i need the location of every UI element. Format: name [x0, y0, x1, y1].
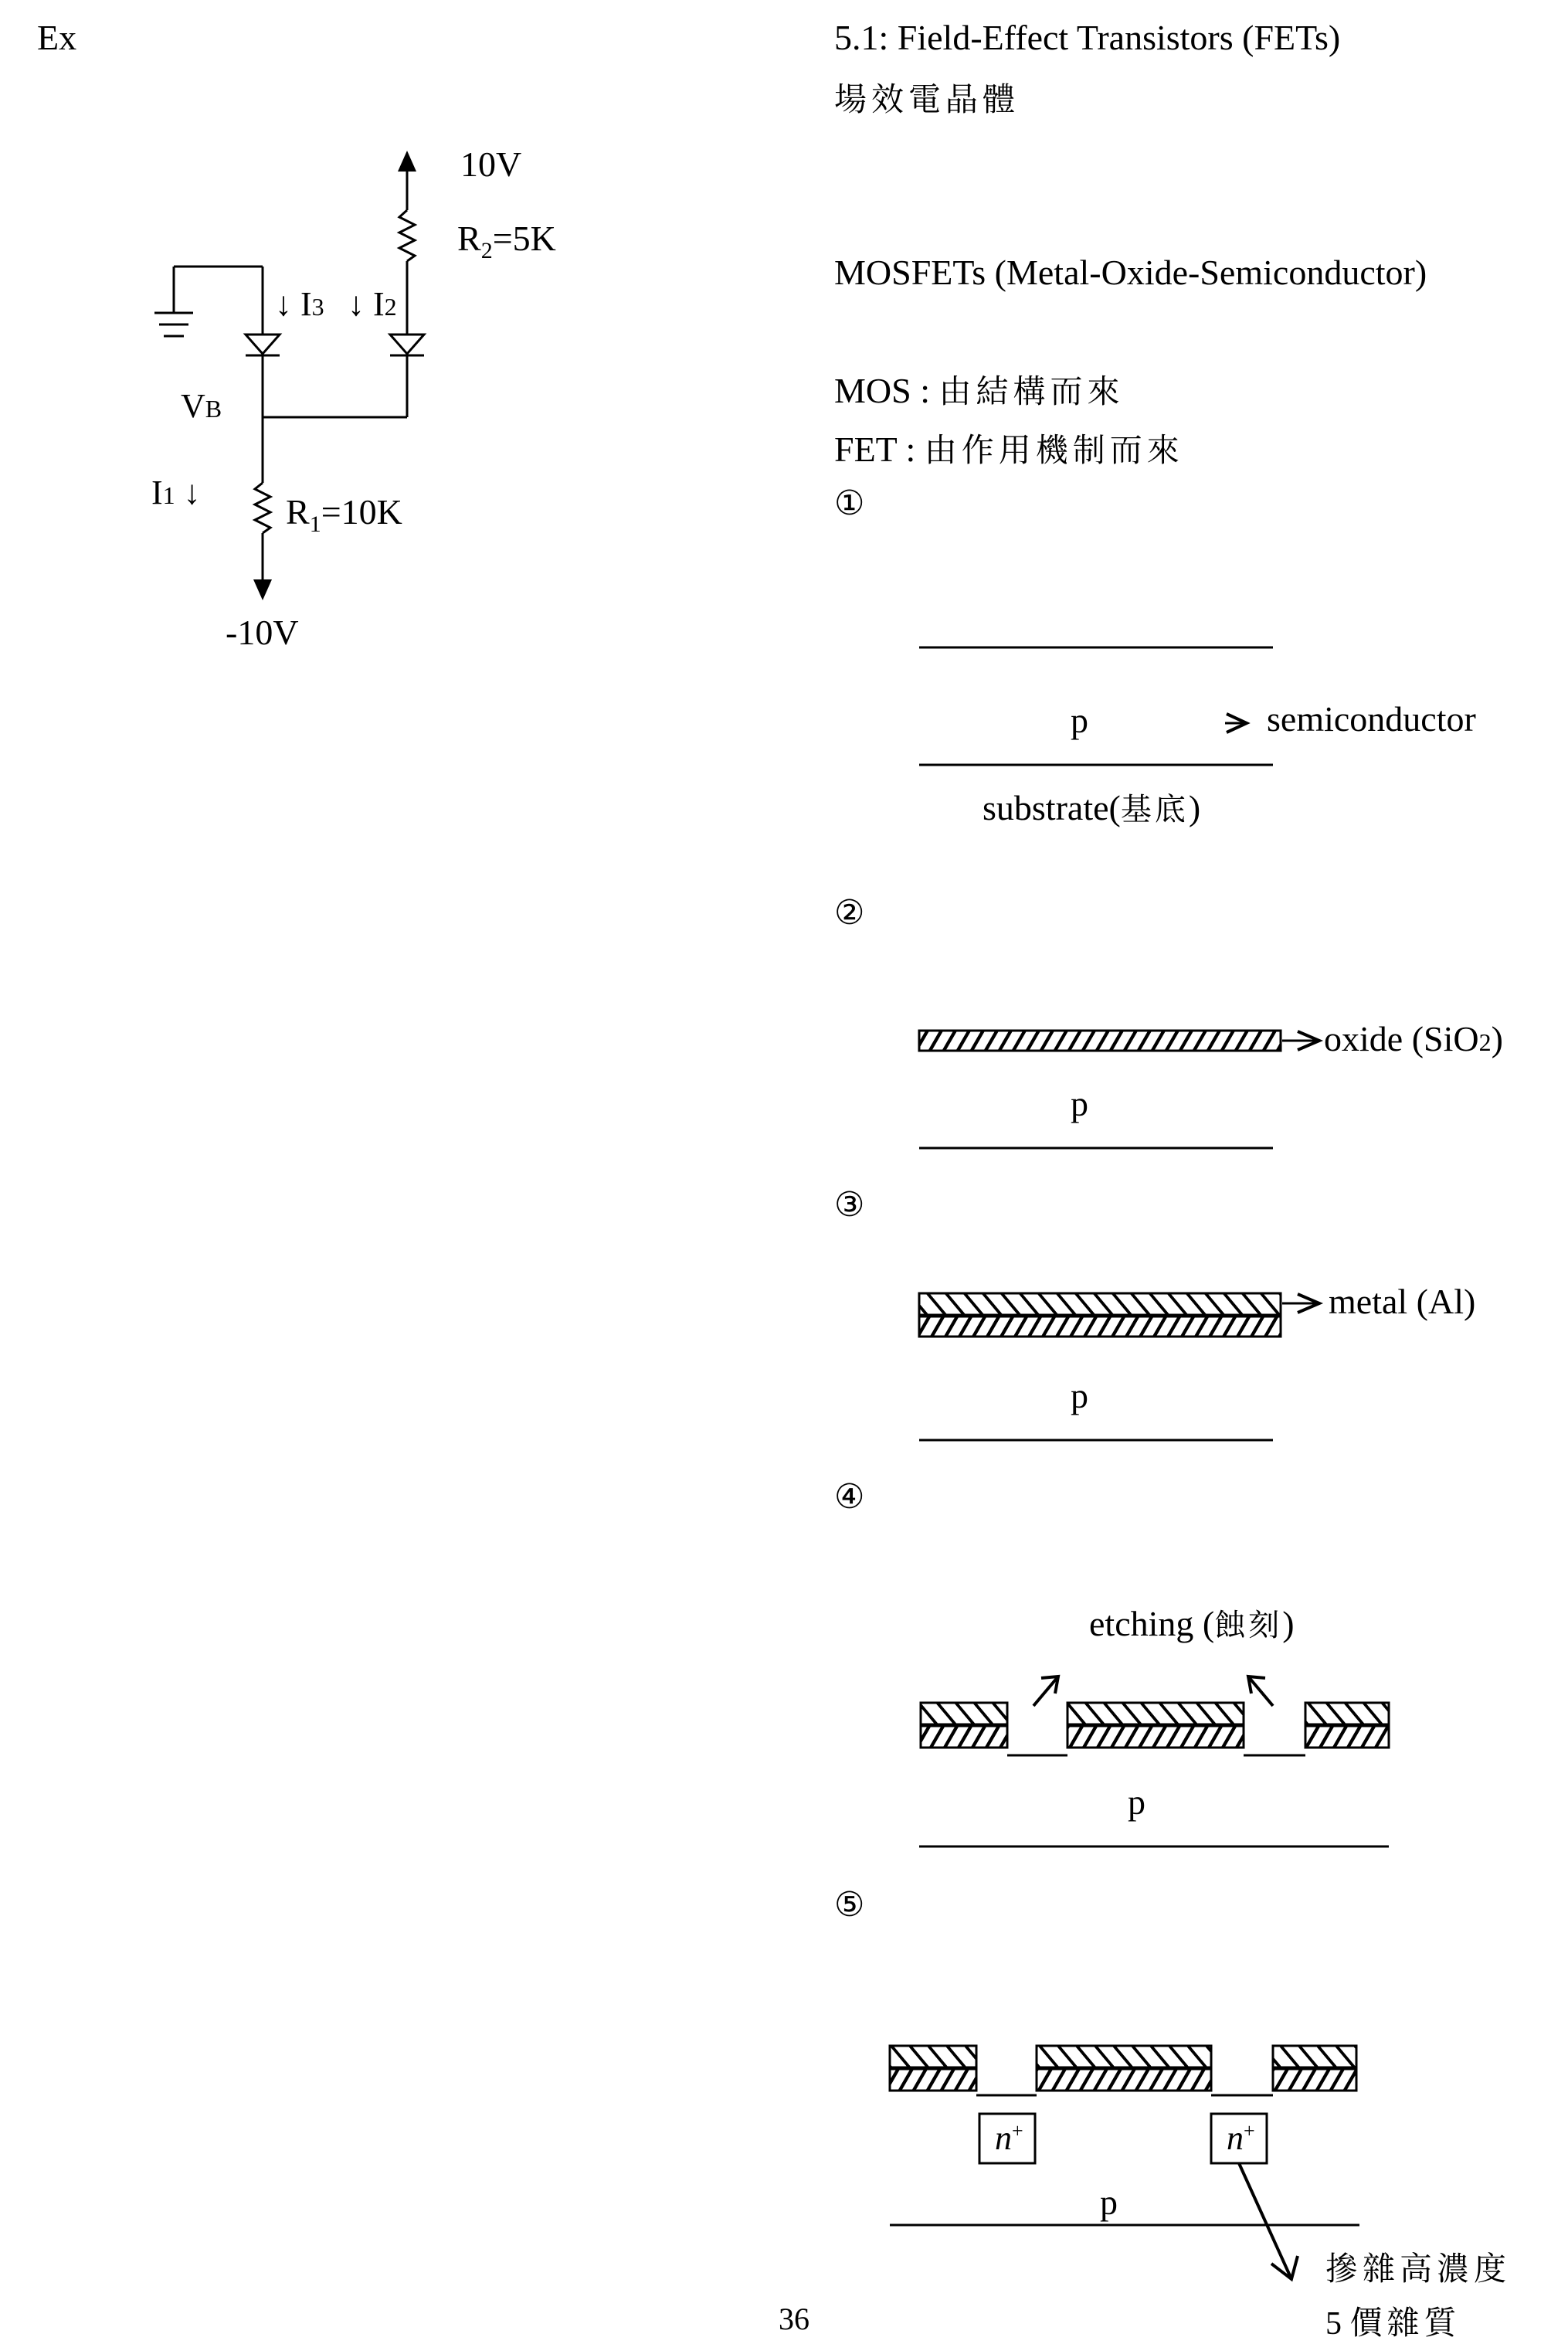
n-plus-label-left: n+ — [995, 2119, 1023, 2157]
doping-arrow-icon — [1239, 2163, 1298, 2279]
gate-stack-center — [1037, 2046, 1211, 2091]
arrow-icon — [1282, 1031, 1319, 1050]
supply-negative-label: -10V — [226, 613, 299, 652]
n-plus-label-right: n+ — [1227, 2119, 1255, 2157]
etched-stack-left — [921, 1703, 1007, 1748]
mosfet-line: MOSFETs (Metal-Oxide-Semiconductor) — [834, 253, 1427, 292]
i3-label: ↓ I3 — [275, 285, 324, 323]
i2-label: ↓ I2 — [348, 285, 397, 323]
arrow-icon — [1225, 714, 1247, 732]
substrate-label: substrate(基底) — [983, 788, 1201, 827]
oxide-layer — [919, 1031, 1281, 1051]
fet-line: FET : 由作用機制而來 — [834, 430, 1184, 469]
section-heading-cjk: 場效電晶體 — [834, 80, 1020, 118]
r1-label: $R_1=10K$ — [286, 492, 402, 538]
etching-label: etching (蝕刻) — [1089, 1604, 1295, 1643]
page-number: 36 — [779, 2302, 809, 2336]
s4-p-label: p — [1128, 1782, 1145, 1822]
diode-d1 — [246, 335, 280, 354]
step-3-marker: ③ — [834, 1186, 865, 1224]
semiconductor-label: semiconductor — [1267, 699, 1476, 739]
s1-p-label: p — [1071, 701, 1088, 740]
supply-positive-label: 10V — [460, 144, 522, 184]
gate-stack-left — [890, 2046, 976, 2091]
etched-stack-center — [1067, 1703, 1244, 1748]
etch-arrow-right-icon — [1248, 1676, 1273, 1706]
metal-label: metal (Al) — [1329, 1282, 1476, 1321]
s3-p-label: p — [1071, 1376, 1088, 1415]
etch-arrow-left-icon — [1033, 1676, 1058, 1706]
doping-note-line1: 摻雜高濃度 — [1325, 2250, 1512, 2288]
step-1-marker: ① — [834, 484, 865, 522]
step-2-marker: ② — [834, 894, 865, 932]
r2-label: $R_2=5K$ — [457, 219, 556, 264]
s5-p-label: p — [1100, 2183, 1118, 2222]
example-label: Ex — [37, 18, 77, 57]
oxide-layer — [919, 1316, 1281, 1337]
ground-icon — [154, 313, 193, 336]
s2-p-label: p — [1071, 1084, 1088, 1123]
resistor-r1 — [255, 483, 270, 533]
supply-arrow-down — [253, 579, 272, 600]
diode-d2 — [390, 335, 424, 354]
i1-label: I1 ↓ — [151, 474, 201, 511]
section-heading: 5.1: Field-Effect Transistors (FETs) — [834, 18, 1341, 57]
step-5-marker: ⑤ — [834, 1886, 865, 1924]
etched-stack-right — [1305, 1703, 1389, 1748]
oxide-label: oxide (SiO2) — [1324, 1019, 1503, 1058]
metal-layer — [919, 1293, 1281, 1315]
resistor-r2 — [399, 210, 415, 261]
gate-stack-right — [1273, 2046, 1356, 2091]
step-4-marker: ④ — [834, 1478, 865, 1516]
mos-line: MOS : 由結構而來 — [834, 371, 1125, 410]
arrow-icon — [1282, 1294, 1319, 1313]
vb-label: VB — [181, 387, 222, 425]
doping-note-line2: 5 價雜質 — [1325, 2304, 1461, 2342]
